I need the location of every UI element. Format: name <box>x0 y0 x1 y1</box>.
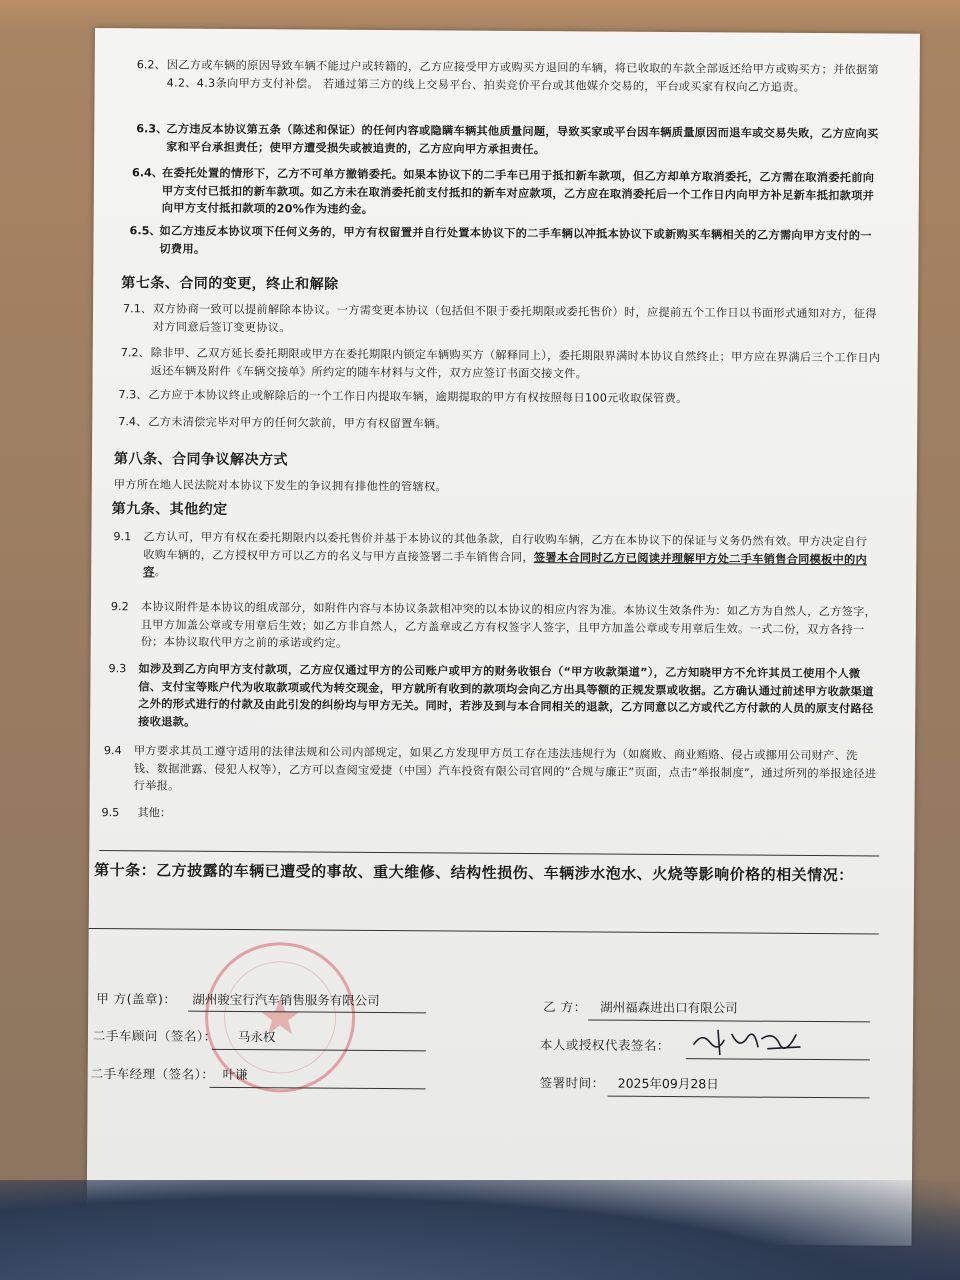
clause-7-3-text: 乙方应于本协议终止或解除后的一个工作日内提取车辆，逾期提取的甲方有权按照每日100元收取保管费。 <box>148 388 688 406</box>
contract-page <box>87 28 920 1246</box>
clause-7-2-text: 除非甲、乙双方延长委托期限或甲方在委托期限内锁定车辆购买方（解释同上），委托期限界满时本协议自然终止；甲方应在界满后三个工作日内返还车辆及附件《车辆交接单》所约定的随车材料与文件，双方应签订书面交接文件。 <box>150 346 881 380</box>
background-sleeve <box>0 1180 960 1280</box>
clause-6-4-number: 6.4、 <box>131 166 164 180</box>
clause-9-2-text: 本协议附件是本协议的组成部分，如附件内容与本协议条款相冲突的以本协议的相应内容为准。本协议生效条件为：如乙方为自然人，乙方签字，且甲方加盖公章或专用章后生效；如乙方非自然人，乙方盖章或乙方有权签字人签字，且甲方加盖公章或专用章后生效。一式二份，双方各持一份；本协议取代甲方之前的承诺或约定。 <box>140 600 877 650</box>
article-7-heading: 第七条、合同的变更，终止和解除 <box>121 275 339 293</box>
article-8-heading: 第八条、合同争议解决方式 <box>113 451 289 469</box>
clause-9-4-text: 甲方要求其员工遵守适用的法律法规和公司内部规定，如果乙方发现甲方员工存在违法违规行为（如腐败、商业贿赂、侵占或挪用公司财产、洗钱、数据泄露、侵犯人权等），乙方可以查阅宝爱捷（中国）汽车投资有限公司官网的“合规与廉正”页面，点击“举报制度”，通过所列的举报途径进行举报。 <box>133 744 877 793</box>
clause-9-5-text: 其他： <box>137 806 172 820</box>
article-8-text: 甲方所在地人民法院对本协议下发生的争议拥有排他性的管辖权。 <box>113 478 447 494</box>
clause-7-2-number: 7.2、 <box>120 346 150 360</box>
clause-6-2-number: 6.2、 <box>136 58 166 72</box>
party-b-name: 湖州福森进出口有限公司 <box>600 999 738 1016</box>
representative-signature <box>688 1024 808 1061</box>
clause-9-1-number: 9.1 <box>113 530 132 544</box>
representative-label: 本人或授权代表签名： <box>539 1037 670 1054</box>
clause-7-1-text: 双方协商一致可以提前解除本协议。一方需变更本协议（包括但不限于委托期限或委托售价）时，应提前五个工作日以书面形式通知对方，征得对方同意后签订变更协议。 <box>152 302 877 334</box>
clause-9-1-emphasis: 签署本合同时乙方已阅读并理解甲方处二手车销售合同模板中的内容 <box>143 550 868 579</box>
consultant-name: 马永权 <box>237 1029 276 1045</box>
party-a-name: 湖州骏宝行汽车销售服务有限公司 <box>192 991 380 1009</box>
clause-9-4-number: 9.4 <box>103 744 122 758</box>
sign-date: 2025年09月28日 <box>617 1075 719 1092</box>
manager-name: 叶谦 <box>222 1066 248 1083</box>
clause-9-3-number: 9.3 <box>108 662 127 676</box>
clause-9-1-end: 。 <box>154 565 167 579</box>
clause-9-5-number: 9.5 <box>101 806 120 820</box>
article-10-heading: 第十条：乙方披露的车辆已遭受的事故、重大维修、结构性损伤、车辆涉水泡水、火烧等影响价格的相关情况： <box>94 861 854 885</box>
manager-label: 二手车经理（签名）： <box>90 1065 215 1082</box>
consultant-label: 二手车顾问（签名）： <box>92 1028 217 1044</box>
article-9-heading: 第九条、其他约定 <box>111 501 228 518</box>
clause-7-4-text: 乙方未清偿完毕对甲方的任何欠款前，甲方有权留置车辆。 <box>148 415 447 431</box>
clause-6-3-number: 6.3、 <box>136 122 168 136</box>
clause-7-4-number: 7.4、 <box>118 415 148 429</box>
clause-6-5-text: 如乙方违反本协议项下任何义务的，甲方有权留置并自行处置本协议下的二手车辆以冲抵本协议下或新购买车辆相关的乙方需向甲方支付的一切费用。 <box>159 224 872 256</box>
clause-9-3-text: 如涉及到乙方向甲方支付款项，乙方应仅通过甲方的公司账户或甲方的财务收银台（“甲方收款渠道”），乙方知晓甲方不允许其员工使用个人微信、支付宝等账户代为收取款项或代为转交现金，甲方就所有收到的款项均会向乙方出具等额的正规发票或收据。乙方确认通过前述甲方收款渠道之外的形式进行的付款及由此引发的纠纷均与甲方无关。同时，若涉及到与本合同相关的退款，乙方同意以乙方或代乙方付款的人员的原支付路径接收退款。 <box>138 662 874 729</box>
clause-9-1-part-a: 乙方认可，甲方有权在委托期限内以委托售价并基于本协议的其他条款，自行收购车辆，乙方在本协议下的保证与义务仍然有效。甲方决定自行收购车辆的，乙方授权甲方可以乙方的名义与甲方直接签署二手车销售合同， <box>143 530 868 564</box>
clause-7-3-number: 7.3、 <box>118 388 148 402</box>
clause-9-2-number: 9.2 <box>110 600 129 614</box>
clause-7-1-number: 7.1、 <box>122 302 153 316</box>
other-terms-line <box>99 850 879 856</box>
clause-6-5-number: 6.5、 <box>129 224 161 238</box>
clause-6-2-text: 因乙方或车辆的原因导致车辆不能过户或转籍的，乙方应接受甲方或购买方退回的车辆，将已收取的车款全部返还给甲方或购买方；并依据第4.2、4.3条向甲方支付补偿。 若通过第三方的线上交易平台、拍卖竞价平台或其他媒介交易的，平台或买家有权向乙方追责。 <box>166 58 880 94</box>
party-b-label: 乙 方： <box>543 999 587 1015</box>
clause-9-1-text <box>143 528 878 586</box>
date-line <box>608 1096 870 1099</box>
clause-6-3-text: 乙方违反本协议第五条（陈述和保证）的任何内容或隐瞒车辆其他质量问题，导致买家或平台因车辆质量原因而退车或交易失败，乙方应向买家和平台承担责任；使甲方遭受损失或被追责的，乙方应向甲方承担责任。 <box>166 122 879 156</box>
disclosure-line <box>89 928 879 935</box>
party-a-label: 甲 方(盖章)： <box>96 991 177 1007</box>
date-label: 签署时间： <box>539 1075 605 1091</box>
party-b-line <box>588 1019 870 1022</box>
clause-6-4-text: 在委托处置的情形下，乙方不可单方撤销委托。如果本协议下的二手车已用于抵扣新车款项，但乙方却单方取消委托，乙方需在取消委托前向甲方支付已抵扣的新车款项。如乙方未在取消委托前支付抵扣的新车对应款项，乙方应在取消委托后一个工作日内向甲方补足新车抵扣款项并向甲方支付抵扣款项的20%作为违约金。 <box>161 166 875 216</box>
